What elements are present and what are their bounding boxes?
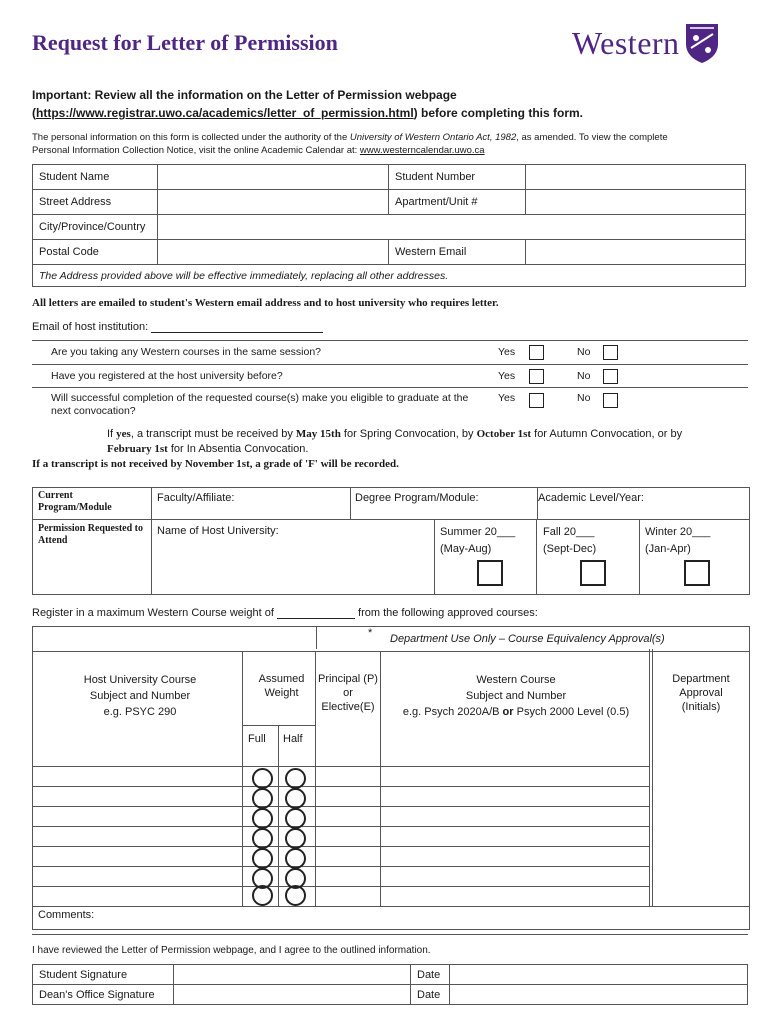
calendar-link[interactable]: www.westerncalendar.uwo.ca: [359, 145, 485, 156]
dept-use-heading: Department Use Only – Course Equivalency Approval(s): [390, 633, 665, 645]
faculty-label[interactable]: Faculty/Affiliate:: [157, 492, 235, 504]
tn-p2: for Spring Convocation, by: [340, 428, 477, 440]
q3-yes-label: Yes: [498, 392, 516, 404]
tn-p3: for Autumn Convocation, or by: [531, 428, 683, 440]
student-signature-field[interactable]: [174, 965, 411, 985]
course-row-line: [32, 766, 649, 767]
q3-no-checkbox[interactable]: [603, 393, 618, 408]
transcript-notice: [107, 427, 747, 457]
student-number-label: Student Number: [389, 165, 526, 190]
deans-signature-label: Dean's Office Signature: [33, 985, 174, 1005]
q1-no-label: No: [577, 346, 591, 358]
winter-months: (Jan-Apr): [645, 543, 691, 555]
privacy-text-2: , as amended. To view the complete: [516, 132, 668, 143]
student-date-field[interactable]: [450, 965, 748, 985]
important-notice: [32, 86, 732, 122]
divider: [278, 725, 279, 907]
winter-option: [645, 524, 710, 558]
important-line: Important: Review all the information on the Letter of Permission webpage: [32, 88, 457, 102]
fall-option: [543, 524, 596, 558]
divider: [32, 340, 748, 341]
tn-p4: for In Absentia Convocation.: [167, 443, 309, 455]
half-weight-radio[interactable]: [285, 848, 306, 869]
full-weight-radio[interactable]: [252, 885, 273, 906]
host-university-label[interactable]: Name of Host University:: [157, 525, 279, 537]
principal-h1: Principal (P): [318, 673, 378, 685]
city-label: City/Province/Country: [33, 215, 158, 240]
western-h3a: e.g. Psych 2020A/B: [402, 706, 503, 718]
western-logo: [572, 22, 720, 64]
level-label[interactable]: Academic Level/Year:: [538, 492, 644, 504]
permission-label: Permission Requested to Attend: [38, 523, 143, 546]
fall-label: Fall 20___: [543, 526, 595, 538]
full-weight-radio[interactable]: [252, 808, 273, 829]
q2-yes-checkbox[interactable]: [529, 369, 544, 384]
divider: [32, 651, 749, 652]
student-info-table: [32, 164, 746, 287]
course-weight-field[interactable]: [277, 606, 355, 619]
summer-months: (May-Aug): [440, 543, 492, 555]
half-weight-radio[interactable]: [285, 885, 306, 906]
asterisk: *: [368, 627, 373, 639]
student-number-field[interactable]: [526, 165, 746, 190]
principal-h2: or: [343, 687, 353, 699]
postal-code-label: Postal Code: [33, 240, 158, 265]
letter-of-permission-link[interactable]: https://www.registrar.uwo.ca/academics/letter_of_permission.html: [36, 106, 414, 120]
western-course-header: [384, 672, 648, 720]
question-3: Will successful completion of the requested course(s) make you eligible to graduate at the next convocation?: [51, 392, 469, 417]
winter-label: Winter 20___: [645, 526, 711, 538]
divider: [380, 651, 381, 907]
dept-approval-header: [654, 672, 748, 714]
tn-if: If: [107, 428, 117, 440]
divider: [242, 725, 316, 726]
fall-months: (Sept-Dec): [543, 543, 597, 555]
course-row-line: [32, 846, 649, 847]
divider: [649, 649, 650, 907]
deans-signature-field[interactable]: [174, 985, 411, 1005]
divider: [151, 487, 152, 594]
full-label: Full: [248, 733, 266, 745]
street-address-label: Street Address: [33, 190, 158, 215]
apartment-label: Apartment/Unit #: [389, 190, 526, 215]
degree-label[interactable]: Degree Program/Module:: [355, 492, 479, 504]
divider: [32, 519, 749, 520]
tn-yes: yes: [116, 428, 131, 440]
divider: [32, 934, 748, 935]
winter-checkbox[interactable]: [684, 560, 710, 586]
student-name-label: Student Name: [33, 165, 158, 190]
tn-p1: , a transcript must be received by: [130, 428, 296, 440]
western-h2: Subject and Number: [465, 690, 567, 702]
host-email-label: Email of host institution:: [32, 321, 149, 333]
emails-note: All letters are emailed to student's Western email address and to host university who requires letter.: [32, 297, 499, 309]
q1-yes-checkbox[interactable]: [529, 345, 544, 360]
host-course-h1: Host University Course: [83, 674, 197, 686]
host-course-header: [40, 672, 240, 720]
full-weight-radio[interactable]: [252, 848, 273, 869]
host-email-field[interactable]: [151, 320, 323, 333]
divider: [242, 651, 243, 907]
summer-option: [440, 524, 515, 558]
transcript-warning: If a transcript is not received by November 1st, a grade of 'F' will be recorded.: [32, 458, 399, 470]
student-signature-label: Student Signature: [33, 965, 174, 985]
western-h1: Western Course: [476, 674, 556, 686]
divider: [32, 387, 748, 388]
dept-h2: Approval: [679, 687, 723, 699]
fall-checkbox[interactable]: [580, 560, 606, 586]
divider: [316, 626, 317, 649]
western-or: or: [502, 706, 514, 718]
q3-yes-checkbox[interactable]: [529, 393, 544, 408]
logo-wordmark: Western: [572, 24, 680, 61]
half-weight-radio[interactable]: [285, 808, 306, 829]
privacy-notice: [32, 131, 752, 157]
privacy-text-1: The personal information on this form is collected under the authority of the: [32, 132, 350, 143]
principal-header: [316, 672, 380, 714]
principal-h3: Elective(E): [321, 701, 375, 713]
register-suffix: from the following approved courses:: [354, 607, 538, 619]
full-weight-radio[interactable]: [252, 788, 273, 809]
signature-table: [32, 964, 748, 1005]
half-weight-radio[interactable]: [285, 788, 306, 809]
page-title: Request for Letter of Permission: [32, 30, 338, 55]
q1-yes-label: Yes: [498, 346, 516, 358]
url-paren-close: ) before completing this form.: [413, 106, 584, 120]
street-address-field[interactable]: [158, 190, 389, 215]
privacy-act: University of Western Ontario Act, 1982: [349, 132, 517, 143]
divider: [536, 519, 537, 594]
course-row-line: [32, 826, 649, 827]
host-course-h2: Subject and Number: [89, 690, 191, 702]
address-note: The Address provided above will be effective immediately, replacing all other addresses.: [33, 265, 746, 287]
date-label-1: Date: [411, 965, 450, 985]
half-weight-radio[interactable]: [285, 828, 306, 849]
apartment-field[interactable]: [526, 190, 746, 215]
privacy-text-3: Personal Information Collection Notice, visit the online Academic Calendar at:: [32, 145, 360, 156]
question-1: Are you taking any Western courses in the same session?: [51, 346, 322, 358]
divider: [32, 906, 749, 907]
divider: [350, 487, 351, 520]
western-email-field[interactable]: [526, 240, 746, 265]
q2-no-label: No: [577, 370, 591, 382]
tn-may: May 15th: [295, 428, 341, 440]
agreement-text: I have reviewed the Letter of Permission webpage, and I agree to the outlined information.: [32, 945, 431, 956]
city-field[interactable]: [158, 215, 746, 240]
q2-no-checkbox[interactable]: [603, 369, 618, 384]
half-label: Half: [283, 733, 303, 745]
tn-feb: February 1st: [107, 443, 168, 455]
crest-icon: [684, 22, 720, 64]
summer-checkbox[interactable]: [477, 560, 503, 586]
divider: [652, 649, 653, 907]
q2-yes-label: Yes: [498, 370, 516, 382]
assumed-h1: Assumed: [258, 673, 305, 685]
western-h3b: Psych 2000 Level (0.5): [513, 706, 630, 718]
deans-date-field[interactable]: [450, 985, 748, 1005]
full-weight-radio[interactable]: [252, 828, 273, 849]
date-label-2: Date: [411, 985, 450, 1005]
summer-label: Summer 20___: [440, 526, 516, 538]
question-2: Have you registered at the host university before?: [51, 370, 283, 382]
dept-h1: Department: [672, 673, 730, 685]
assumed-h2: Weight: [264, 687, 299, 699]
divider: [32, 364, 748, 365]
q3-no-label: No: [577, 392, 591, 404]
tn-oct: October 1st: [476, 428, 532, 440]
divider: [434, 519, 435, 594]
register-line: [32, 606, 538, 619]
comments-label[interactable]: Comments:: [38, 909, 95, 921]
student-name-field[interactable]: [158, 165, 389, 190]
assumed-weight-header: [244, 672, 319, 700]
dept-h3: (Initials): [681, 701, 721, 713]
full-weight-radio[interactable]: [252, 768, 273, 789]
postal-code-field[interactable]: [158, 240, 389, 265]
host-course-h3: e.g. PSYC 290: [103, 706, 177, 718]
q1-no-checkbox[interactable]: [603, 345, 618, 360]
western-email-label: Western Email: [389, 240, 526, 265]
course-row-line: [32, 866, 649, 867]
url-paren-open: (: [32, 106, 36, 120]
course-row-line: [32, 886, 649, 887]
register-prefix: Register in a maximum Western Course weight of: [32, 607, 277, 619]
divider: [639, 519, 640, 594]
current-program-label: Current Program/Module: [38, 490, 112, 513]
course-row-line: [32, 786, 649, 787]
half-weight-radio[interactable]: [285, 768, 306, 789]
course-row-line: [32, 806, 649, 807]
